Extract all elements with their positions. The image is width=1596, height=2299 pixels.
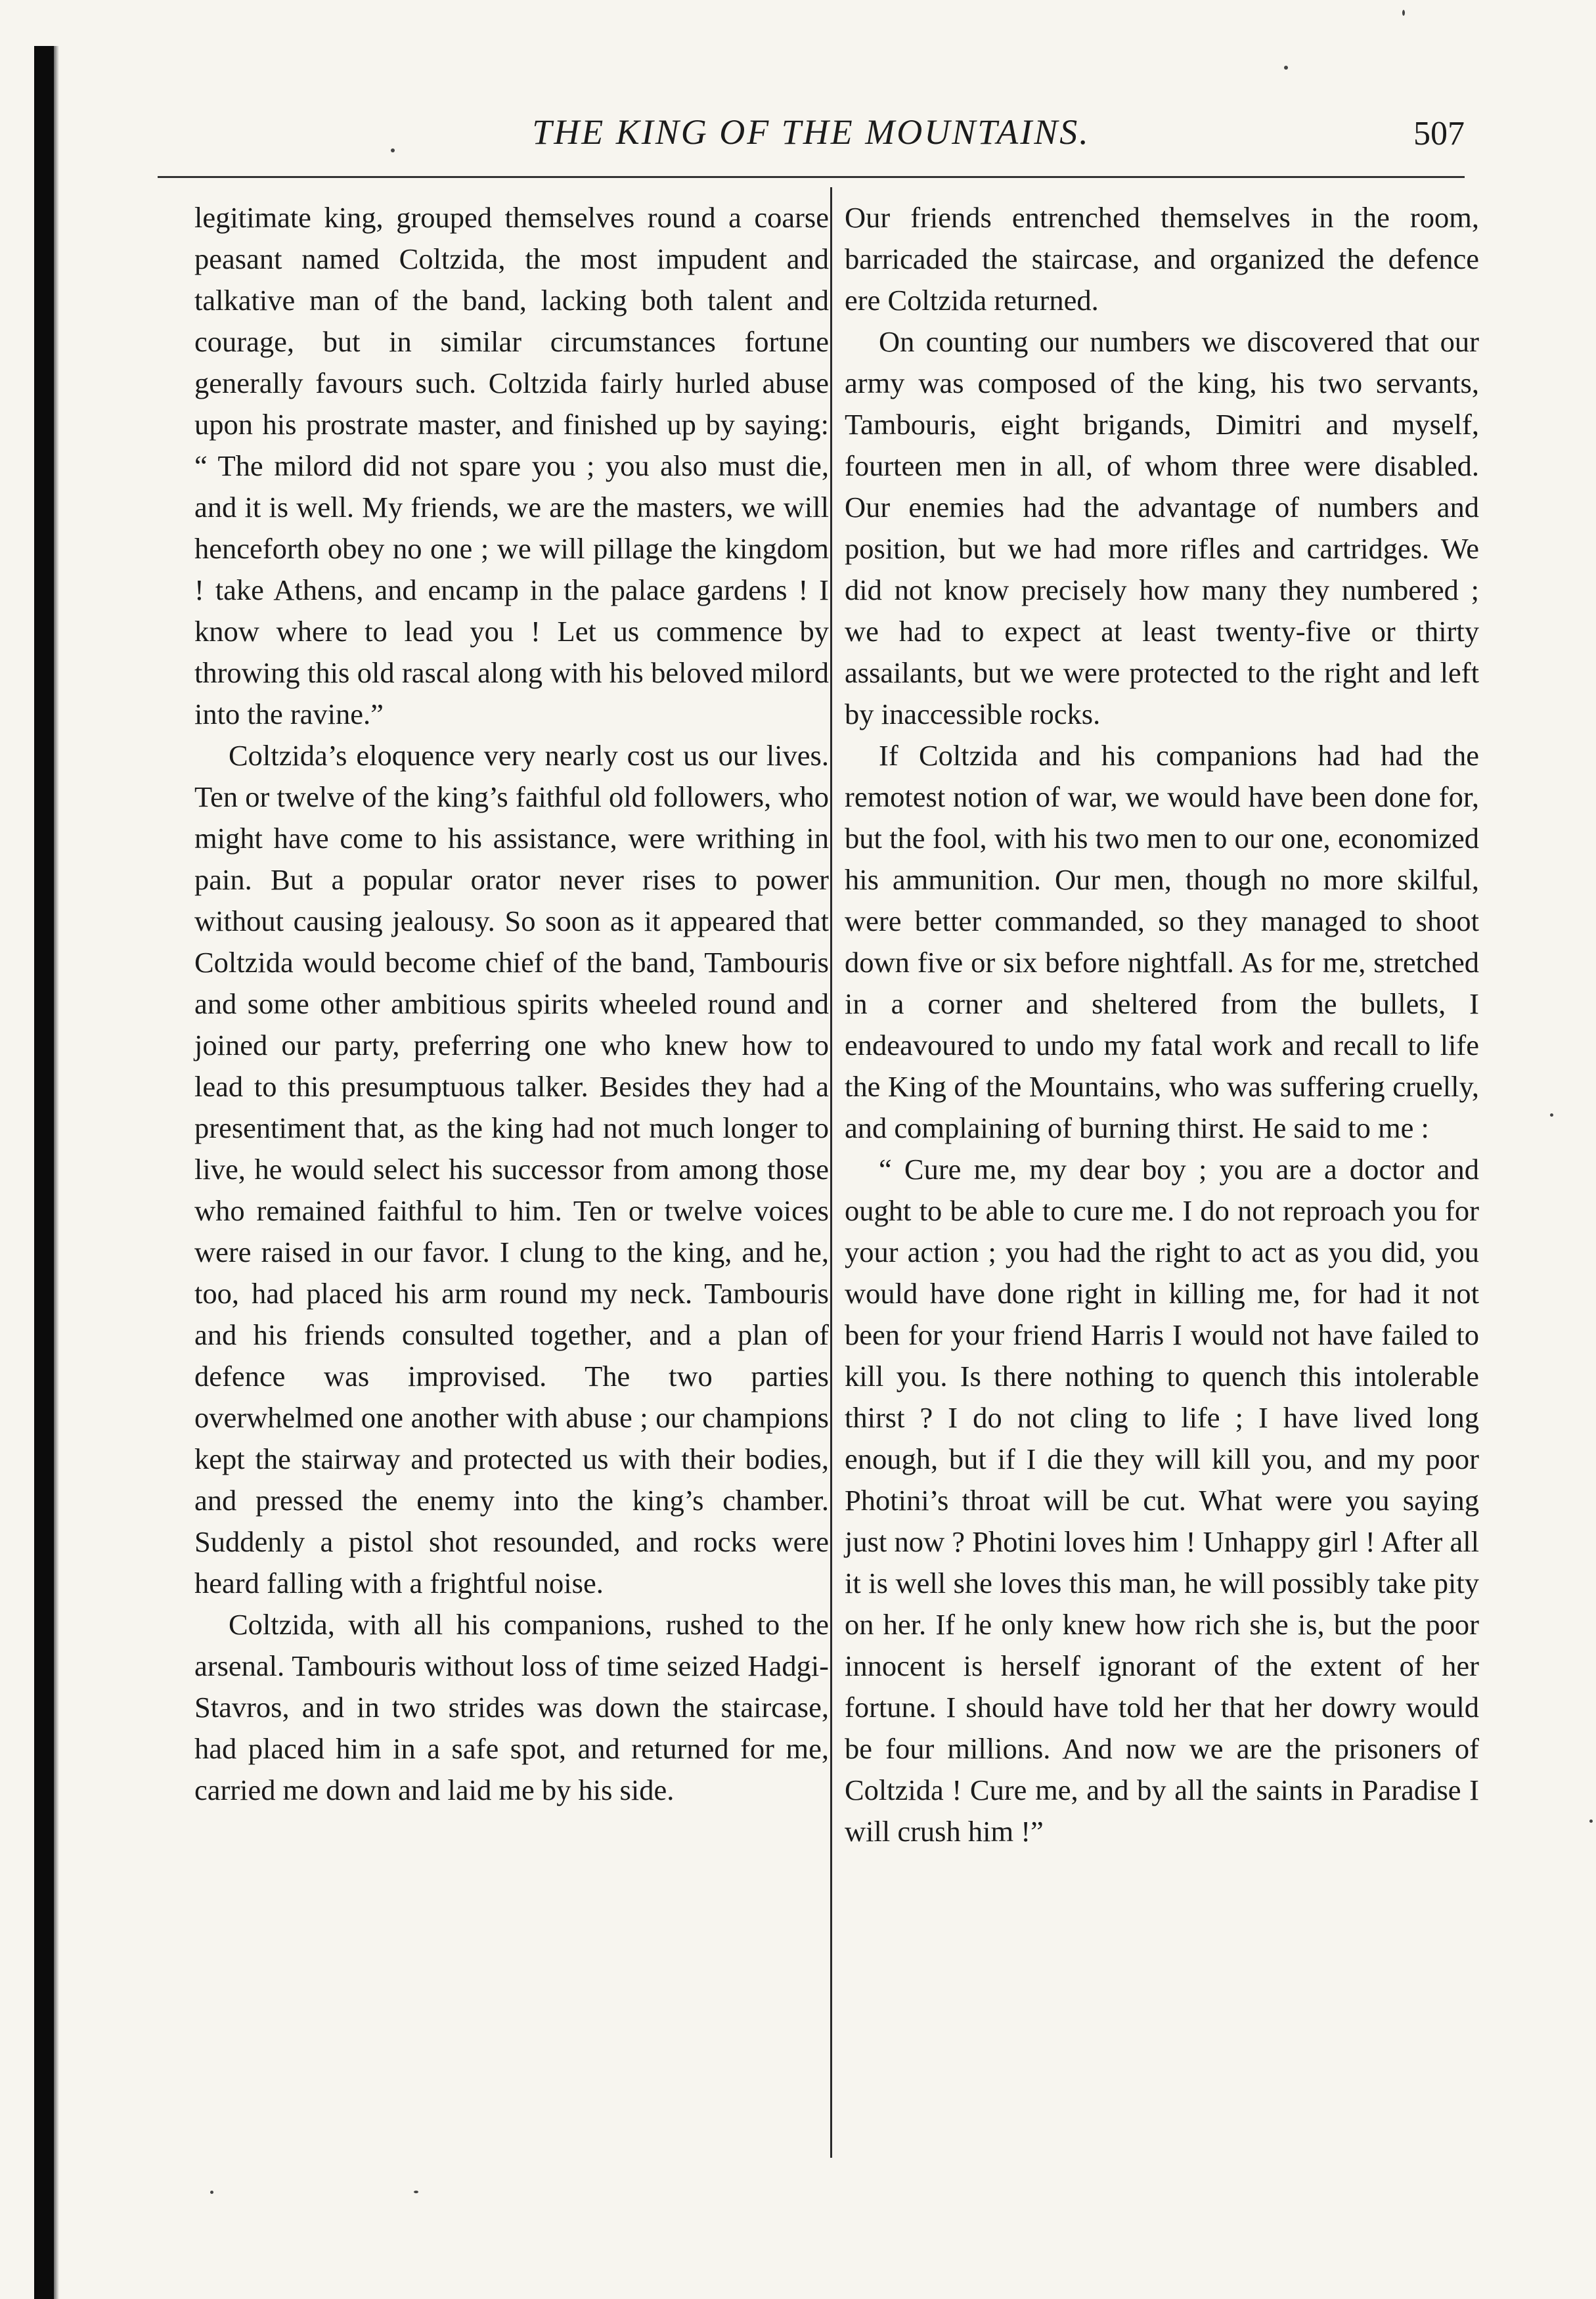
paragraph: “ Cure me, my dear boy ; you are a doctor and ought to be able to cure me. I do not reproach you for your action ; you had the right to act as you did, you would have done right in killing me, for had it not been for your friend Harris I would not have failed to kill you. Is there nothing to quench this intolerable thirst ? I do not cling to life ; I have lived long enough, but if I die they will kill you, and my poor Photini’s throat will be cut. What were you saying just now ? Photini loves him ! Unhappy girl ! After all it is well she loves this man, he will possibly take pity on her. If he only knew how rich she is, but the poor innocent is herself ignorant of the extent of her fortune. I should have told her that her dowry would be four millions. And now we are the prisoners of Coltzida ! Cure me, and by all the saints in Paradise I will crush him !” — [845, 1153, 1479, 1848]
book-binding-edge — [34, 46, 54, 2299]
running-title: THE KING OF THE MOUNTAINS. — [532, 112, 1090, 152]
column-divider — [830, 187, 832, 2158]
page-number: 507 — [1413, 115, 1465, 152]
binding-shadow — [54, 46, 59, 2299]
paragraph: Coltzida’s eloquence very nearly cost us our lives. Ten or twelve of the king’s faithful old followers, who might have come to his assistance, were writhing in pain. But a popular orator never rises to power without causing jealousy. So soon as it appeared that Coltzida would become chief of the band, Tambouris and some other ambitious spirits wheeled round and joined our party, preferring one who knew how to lead to this presumptuous talker. Besides they had a presentiment that, as the king had not much longer to live, he would select his successor from among those who remained faithful to him. Ten or twelve voices were raised in our favor. I clung to the king, and he, too, had placed his arm round my neck. Tambouris and his friends consulted together, and a plan of defence was improvised. The two parties overwhelmed one another with abuse ; our champions kept the stairway and protected us with their bodies, and pressed the enemy into the king’s chamber. Suddenly a pistol shot resounded, and rocks were heard falling with a frightful noise. — [194, 739, 829, 1599]
paragraph: legitimate king, grouped themselves round a coarse peasant named Coltzida, the most impudent and talkative man of the band, lacking both talent and courage, but in similar circumstances fortune generally favours such. Coltzida fairly hurled abuse upon his prostrate master, and finished up by saying: “ The milord did not spare you ; you also must die, and it is well. My friends, we are the masters, we will henceforth obey no one ; we will pillage the kingdom ! take Athens, and encamp in the palace gardens ! I know where to lead you ! Let us commence by throwing this old rascal along with his beloved milord into the ravine.” — [194, 201, 829, 730]
right-text-column — [845, 197, 1479, 1852]
scan-speck — [414, 2191, 418, 2193]
paragraph: Our friends entrenched themselves in the room, barricaded the staircase, and organized the defence ere Coltzida returned. — [845, 201, 1479, 317]
page-header — [158, 105, 1465, 164]
scan-speck — [210, 2191, 213, 2194]
left-text-column — [194, 197, 829, 1811]
scan-speck — [1402, 10, 1405, 16]
scan-speck — [1284, 66, 1288, 70]
scan-speck — [1589, 1819, 1593, 1823]
paragraph: If Coltzida and his companions had had the remotest notion of war, we would have been done for, but the fool, with his two men to our one, economized his ammunition. Our men, though no more skilful, were better commanded, so they managed to shoot down five or six before nightfall. As for me, stretched in a corner and sheltered from the bullets, I endeavoured to undo my fatal work and recall to life the King of the Mountains, who was suffering cruelly, and complaining of burning thirst. He said to me : — [845, 739, 1479, 1144]
paragraph: Coltzida, with all his companions, rushed to the arsenal. Tambouris without loss of time seized Hadgi-Stavros, and in two strides was down the staircase, had placed him in a safe spot, and returned for me, carried me down and laid me by his side. — [194, 1608, 829, 1806]
scan-speck — [1550, 1113, 1553, 1117]
paragraph: On counting our numbers we discovered that our army was composed of the king, his two servants, Tambouris, eight brigands, Dimitri and myself, fourteen men in all, of whom three were disabled. Our enemies had the advantage of numbers and position, but we had more rifles and cartridges. We did not know precisely how many they numbered ; we had to expect at least twenty-five or thirty assailants, but we were protected to the right and left by inaccessible rocks. — [845, 325, 1479, 730]
header-rule — [158, 176, 1465, 178]
